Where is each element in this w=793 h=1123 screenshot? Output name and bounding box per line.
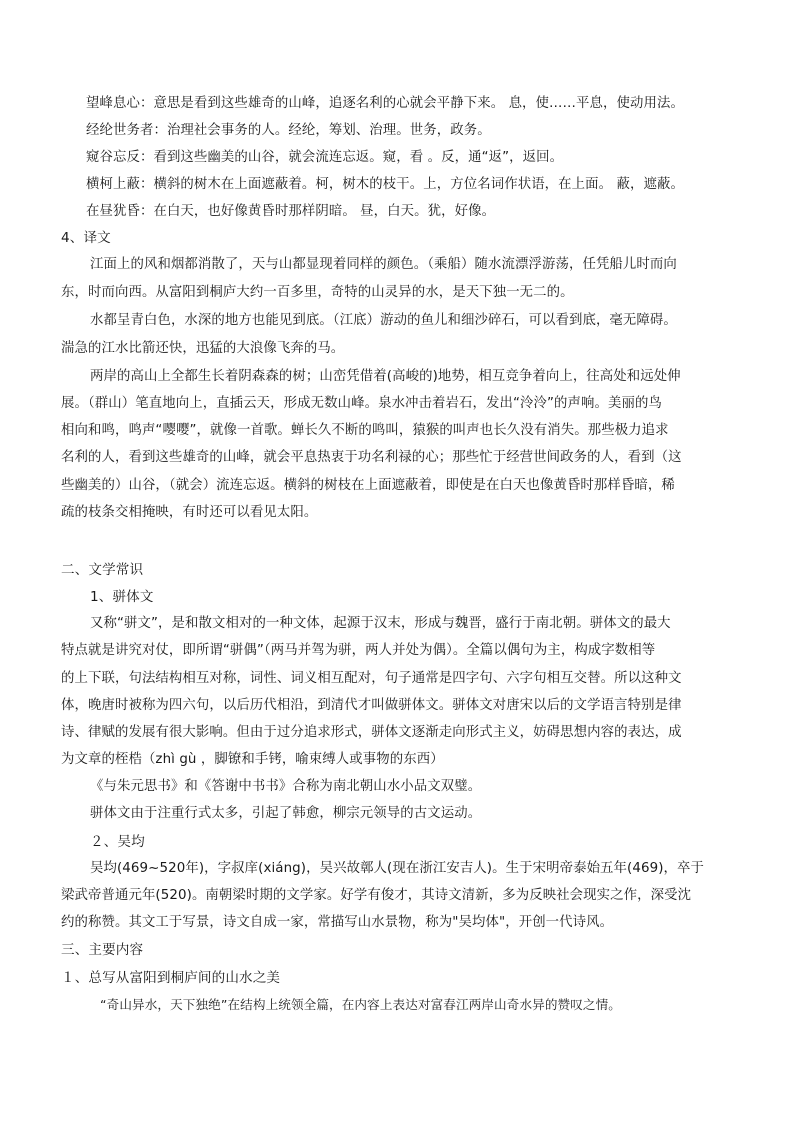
paragraph-line: 名利的人，看到这些雄奇的山峰，就会平息热衷于功名利禄的心；那些忙于经营世间政务的人，看到（这 (61, 450, 682, 465)
section-heading-translation: 4、译文 (61, 230, 111, 246)
vocab-line: 望峰息心：意思是看到这些雄奇的山峰，追逐名利的心就会平静下来。 息，使……平息，使动用法。 (86, 96, 684, 111)
paragraph-line: 疏的枝条交相掩映，有时还可以看见太阳。 (61, 505, 318, 520)
vocab-line: 在昼犹昏：在白天，也好像黄昏时那样阴暗。 昼，白天。犹，好像。 (86, 204, 496, 219)
paragraph-line: 湍急的江水比箭还快，迅猛的大浪像飞奔的马。 (61, 341, 345, 356)
paragraph-line: 《与朱元思书》和《答谢中书书》合称为南北朝山水小品文双璧。 (90, 779, 482, 794)
paragraph-line: 为文章的桎梏（zhì gù ，脚镣和手铐，喻束缚人或事物的东西） (61, 752, 444, 767)
paragraph-line: 水都呈青白色，水深的地方也能见到底。（江底）游动的鱼儿和细沙碎石，可以看到底，毫无障碍。 (90, 313, 677, 328)
subheading-pianti: 1、骈体文 (90, 589, 154, 605)
paragraph-line: 两岸的高山上全都生长着阴森森的树；山峦凭借着(高峻的)地势，相互竞争着向上，往高处和远处伸 (90, 369, 681, 384)
vocab-line: 窥谷忘反：看到这些幽美的山谷，就会流连忘返。窥，看 。反，通“返”，返回。 (86, 150, 564, 165)
section-heading-literary-knowledge: 二、文学常识 (61, 562, 144, 578)
paragraph-line: 骈体文由于注重行式太多，引起了韩愈，柳宗元领导的古文运动。 (90, 806, 482, 821)
paragraph-line: 展。（群山）笔直地向上，直插云天，形成无数山峰。泉水冲击着岩石，发出“泠泠”的声响。美丽的鸟 (61, 396, 662, 411)
paragraph-line: 江面上的风和烟都消散了，天与山都显现着同样的颜色。（乘船）随水流漂浮游荡，任凭船儿时而向 (90, 257, 677, 272)
paragraph-line: 的上下联，句法结构相互对称，词性、词义相互配对，句子通常是四字句、六字句相互交替。所以这种文 (61, 671, 682, 686)
paragraph-line: 体，晚唐时被称为四六句，以后历代相沿，到清代才叫做骈体文。骈体文对唐宋以后的文学语言特别是律 (61, 698, 682, 713)
paragraph-line: “奇山异水，天下独绝”在结构上统领全篇，在内容上表达对富春江两岸山奇水异的赞叹之情。 (100, 997, 621, 1012)
paragraph-line: 又称“骈文”，是和散文相对的一种文体，起源于汉末，形成与魏晋，盛行于南北朝。骈体文的最大 (90, 616, 671, 631)
paragraph-line: 诗、律赋的发展有很大影响。但由于过分追求形式，骈体文逐渐走向形式主义，妨碍思想内容的表达，成 (61, 725, 682, 740)
vocab-line: 横柯上蔽：横斜的树木在上面遮蔽着。柯，树木的枝干。上，方位名词作状语，在上面。 蔽，遮蔽。 (86, 177, 684, 192)
paragraph-line: 东，时而向西。从富阳到桐庐大约一百多里，奇特的山灵异的水，是天下独一无二的。 (61, 285, 574, 300)
paragraph-line: 梁武帝普通元年(520)。南朝梁时期的文学家。好学有俊才，其诗文清新，多为反映社会现实之作，深受沈 (61, 888, 692, 903)
paragraph-line: 相向和鸣，鸣声“嘤嘤”，就像一首歌。蝉长久不断的鸣叫，猿猴的叫声也长久没有消失。那些极力追求 (61, 423, 669, 438)
section-heading-main-content: 三、主要内容 (61, 942, 144, 958)
vocab-line: 经纶世务者：治理社会事务的人。经纶，筹划、治理。世务，政务。 (86, 123, 491, 138)
paragraph-line: 些幽美的）山谷，（就会）流连忘返。横斜的树枝在上面遮蔽着，即使是在白天也像黄昏时那样昏暗，稀 (61, 478, 675, 493)
subheading-overview: １、总写从富阳到桐庐间的山水之美 (61, 970, 281, 986)
paragraph-line: 吴均(469~520年)，字叔庠(xiáng)，吴兴故鄣人(现在浙江安吉人)。生于宋明帝泰始五年(469)，卒于 (90, 861, 705, 876)
subheading-wujun: ２、吴均 (90, 834, 145, 850)
paragraph-line: 约的称赞。其文工于写景，诗文自成一家，常描写山水景物，称为"吴均体"，开创一代诗风。 (61, 915, 614, 930)
paragraph-line: 特点就是讲究对仗，即所谓“骈偶”（两马并驾为骈，两人并处为偶）。全篇以偶句为主，构成字数相等 (61, 643, 656, 658)
